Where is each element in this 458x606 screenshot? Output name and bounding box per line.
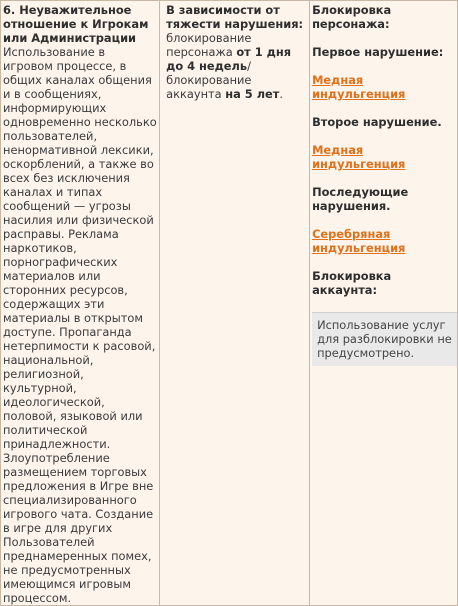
subsequent-violations-label: Последующие нарушения. — [312, 185, 409, 213]
first-violation-label: Первое нарушение: — [312, 45, 444, 59]
unblock-cell — [309, 0, 458, 606]
penalty-end: . — [279, 87, 283, 101]
violation-cell — [0, 0, 159, 606]
penalty-text — [162, 3, 308, 101]
character-block-header: Блокировка персонажа: — [312, 3, 392, 31]
account-block-label: Блокировка аккаунта: — [312, 269, 392, 297]
violation-description: Использование в игровом процессе, в общих каналах общения и в сообщениях, информирующих одновременно несколько пользователей, ненормативной лексики, оскорблений, а также во всех без исключения каналах и типах сообщений — угрозы насилия или физической расправы. Реклама наркотиков, порнографических материалов или сторонних ресурсов, содержащих эти материалы в открытом доступе. Пропаганда нетерпимости к расовой, национальной, религиозной, культурной, идеологической, половой, языковой или политической принадлежности. Злоупотребление размещением торговых предложения в Игре вне специализированного игрового чата. Создание в игре для других Пользователей преднамеренных помех, не предусмотренных имеющимся игровым процессом. — [3, 45, 157, 605]
second-violation-link[interactable]: Медная индульгенция — [312, 143, 406, 171]
second-violation-label: Второе нарушение. — [312, 115, 442, 129]
account-note: Использование услуг для разблокировки не предусмотрено. — [312, 312, 457, 366]
penalty-text-b: /блокирование аккаунта — [166, 59, 252, 101]
subsequent-violations-link[interactable]: Серебряная индульгенция — [312, 227, 406, 255]
first-violation-link[interactable]: Медная индульгенция — [312, 73, 406, 101]
penalty-years: на 5 лет — [225, 87, 280, 101]
penalty-intro: В зависимости от тяжести нарушения: — [166, 3, 304, 31]
penalty-text-a: блокирование персонажа — [166, 31, 252, 59]
violation-title: 6. Неуважительное отношение к Игрокам или Администрации — [3, 3, 149, 45]
penalty-cell — [159, 0, 309, 606]
penalty-range: от 1 дня до 4 недель — [166, 45, 292, 73]
